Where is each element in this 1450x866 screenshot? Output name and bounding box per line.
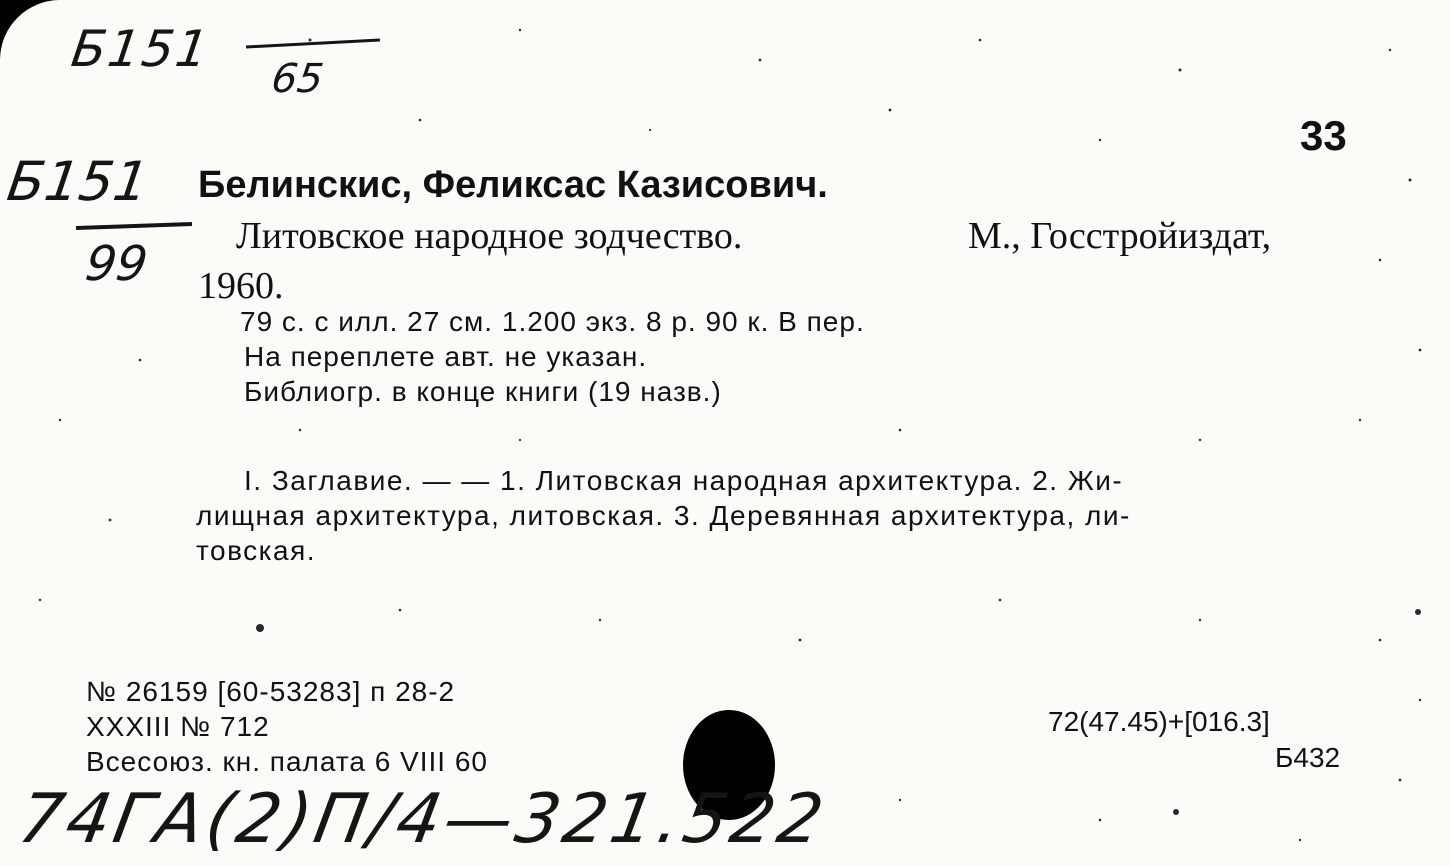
physical-description: 79 с. с илл. 27 см. 1.200 экз. 8 р. 90 к. В пер. [240,306,865,337]
card-number: 33 [1300,112,1347,159]
subject-line: I. Заглавие. — — 1. Литовская народная архитектура. 2. Жи- [244,465,1124,496]
chamber-imprint: Всесоюз. кн. палата 6 VIII 60 [86,746,488,777]
publisher: М., Госстройиздат, [968,215,1272,257]
note-author: На переплете авт. не указан. [244,341,648,372]
handwritten-shelfmark-left: Б151 [3,150,153,213]
author-heading: Белинскис, Феликсас Казисович. [198,164,828,206]
publication-year: 1960. [198,265,284,307]
handwritten-shelfmark-top: Б151 [67,20,214,78]
author-mark: Б432 [1275,742,1341,773]
subject-line: лищная архитектура, литовская. 3. Деревянная архитектура, ли- [196,500,1131,531]
handwritten-classification-code: 74ГА(2)П/4—321.522 [13,780,833,859]
book-title: Литовское народное зодчество. [236,215,743,257]
handwritten-shelfmark-top-denominator: 65 [268,56,327,102]
subject-line: товская. [196,535,317,566]
handwritten-shelfmark-left-denominator: 99 [82,236,152,292]
series-number: XXXIII № 712 [86,711,270,742]
classification-index: 72(47.45)+[016.3] [1048,706,1270,737]
note-bibliography: Библиогр. в конце книги (19 назв.) [244,376,722,407]
registration-number: № 26159 [60-53283] п 28-2 [86,676,456,707]
